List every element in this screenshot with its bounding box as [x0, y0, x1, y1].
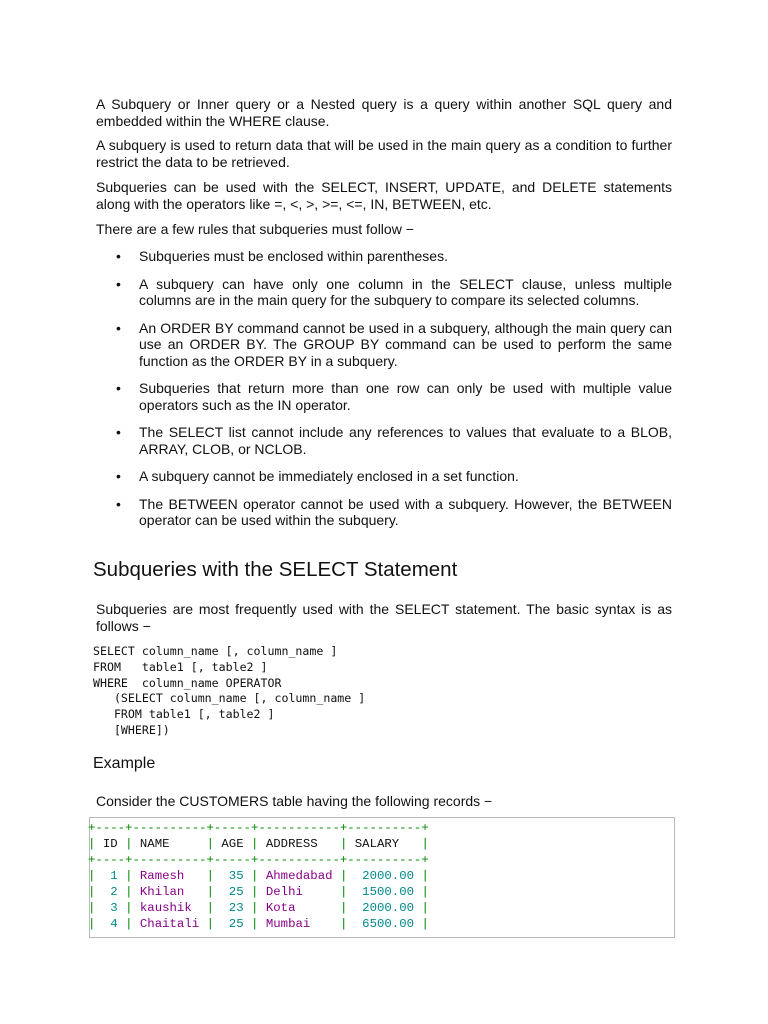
table-pipe: | [88, 837, 103, 851]
table-row [88, 885, 429, 899]
table-pipe: | [199, 837, 222, 851]
table-row [88, 901, 429, 915]
rule-text: The SELECT list cannot include any references to values that evaluate to a BLOB, ARRAY, CLOB, or NCLOB. [139, 424, 672, 457]
table-cell: Delhi [265, 885, 333, 899]
table-cell: 3 [102, 901, 118, 915]
section-paragraph: Subqueries are most frequently used with the SELECT statement. The basic syntax is as follows − [96, 601, 672, 634]
table-pipe: | [414, 901, 429, 915]
rule-text: The BETWEEN operator cannot be used with a subquery. However, the BETWEEN operator can be used within the subquery. [139, 495, 672, 528]
table-cell: Ahmedabad [265, 869, 333, 883]
table-header-cell: AGE [221, 837, 244, 851]
table-cell: Kota [265, 901, 333, 915]
list-item [96, 320, 672, 370]
table-cell: 1 [102, 869, 118, 883]
table-cell: 23 [221, 901, 244, 915]
table-cell: 6500.00 [354, 917, 415, 931]
table-pipe: | [117, 837, 140, 851]
table-cell: 2000.00 [354, 901, 415, 915]
table-cell: 35 [221, 869, 244, 883]
section-heading: Subqueries with the SELECT Statement [93, 558, 458, 581]
example-paragraph: Consider the CUSTOMERS table having the following records − [96, 793, 493, 809]
table-header-cell: ID [102, 837, 118, 851]
table-pipe: | [117, 901, 140, 915]
rule-text: An ORDER BY command cannot be used in a subquery, although the main query can use an ORDER BY. The GROUP BY command can be used to perform the same function as the ORDER BY in a subquery. [139, 319, 672, 369]
table-cell: 4 [102, 917, 118, 931]
bullet-icon: • [116, 319, 121, 336]
table-cell: 25 [221, 917, 244, 931]
syntax-code-block: SELECT column_name [, column_name ] FROM table1 [, table2 ] WHERE column_name OPERATOR (SELECT column_name [, column_name ] FROM table1 [, table2 ] [WHERE]) [93, 644, 366, 737]
table-pipe: | [243, 917, 266, 931]
table-pipe: | [199, 869, 222, 883]
table-border: +----+----------+-----+-----------+----------+ [88, 821, 429, 835]
table-pipe: | [332, 901, 355, 915]
table-row [88, 869, 429, 883]
intro-paragraph-1: A Subquery or Inner query or a Nested query is a query within another SQL query and embedded within the WHERE clause. [96, 96, 672, 129]
table-pipe: | [414, 869, 429, 883]
table-header-row [88, 837, 429, 851]
list-item [96, 496, 672, 529]
table-pipe: | [332, 885, 355, 899]
list-item [96, 276, 672, 309]
table-pipe: | [243, 869, 266, 883]
rule-text: A subquery cannot be immediately enclosed in a set function. [139, 468, 519, 484]
table-pipe: | [243, 901, 266, 915]
table-cell: 25 [221, 885, 244, 899]
table-pipe: | [199, 917, 222, 931]
table-row [88, 917, 429, 931]
rule-text: Subqueries must be enclosed within parentheses. [139, 248, 448, 264]
rules-list [96, 248, 672, 540]
intro-paragraph-3: Subqueries can be used with the SELECT, INSERT, UPDATE, and DELETE statements along with the operators like =, <, >, >=, <=, IN, BETWEEN, etc. [96, 179, 672, 212]
table-pipe: | [332, 837, 355, 851]
table-header-cell: SALARY [354, 837, 415, 851]
customers-records [88, 820, 429, 932]
table-header-cell: ADDRESS [265, 837, 333, 851]
table-pipe: | [117, 885, 140, 899]
rule-text: A subquery can have only one column in the SELECT clause, unless multiple columns are in the main query for the subquery to compare its selected columns. [139, 275, 672, 308]
table-pipe: | [332, 917, 355, 931]
table-cell: Ramesh [139, 869, 200, 883]
table-cell: Chaitali [139, 917, 200, 931]
intro-paragraph-4: There are a few rules that subqueries must follow − [96, 221, 414, 237]
customers-table [89, 817, 675, 938]
example-heading: Example [93, 755, 156, 772]
table-cell: 2000.00 [354, 869, 415, 883]
table-cell: Khilan [139, 885, 200, 899]
table-header-cell: NAME [139, 837, 200, 851]
table-pipe: | [414, 917, 429, 931]
table-pipe: | [243, 837, 266, 851]
table-border: +----+----------+-----+-----------+----------+ [88, 853, 429, 867]
table-pipe: | [88, 869, 103, 883]
table-pipe: | [88, 917, 103, 931]
bullet-icon: • [116, 275, 121, 292]
bullet-icon: • [116, 380, 121, 396]
table-pipe: | [332, 869, 355, 883]
table-pipe: | [88, 901, 103, 915]
table-cell: 1500.00 [354, 885, 415, 899]
table-pipe: | [199, 885, 222, 899]
list-item [96, 248, 672, 265]
bullet-icon: • [116, 424, 121, 440]
bullet-icon: • [116, 248, 121, 264]
bullet-icon: • [116, 495, 121, 512]
intro-paragraph-2: A subquery is used to return data that will be used in the main query as a condition to further restrict the data to be retrieved. [96, 137, 672, 170]
bullet-icon: • [116, 468, 121, 484]
rule-text: Subqueries that return more than one row can only be used with multiple value operators such as the IN operator. [139, 380, 672, 413]
table-pipe: | [117, 869, 140, 883]
table-pipe: | [88, 885, 103, 899]
list-item [96, 468, 672, 485]
table-pipe: | [243, 885, 266, 899]
table-pipe: | [414, 837, 429, 851]
list-item [96, 424, 672, 457]
table-pipe: | [199, 901, 222, 915]
table-cell: kaushik [139, 901, 200, 915]
list-item [96, 380, 672, 413]
table-cell: Mumbai [265, 917, 333, 931]
table-pipe: | [117, 917, 140, 931]
table-cell: 2 [102, 885, 118, 899]
table-pipe: | [414, 885, 429, 899]
